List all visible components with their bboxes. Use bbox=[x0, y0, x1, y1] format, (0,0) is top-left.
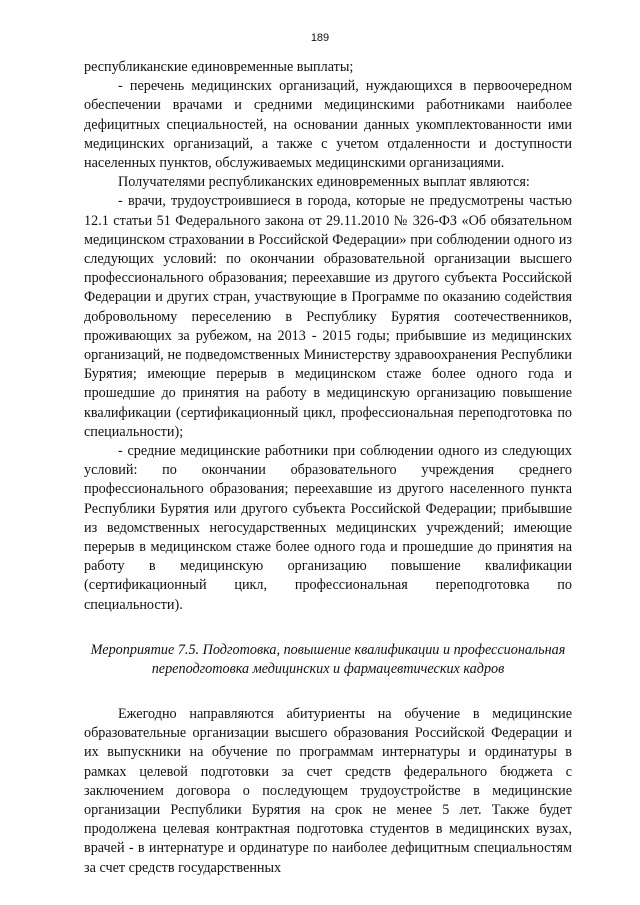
page-number: 189 bbox=[310, 32, 330, 44]
paragraph: - врачи, трудоустроившиеся в города, которые не предусмотрены частью 12.1 статьи 51 Федерального закона от 29.11.2010 № 326-ФЗ «Об обязательном медицинском страховании в Российской Федерации» при соблюдении одного из следующих условий: по окончании образовательной организации высшего профессионального образования; переехавшие из другого субъекта Российской Федерации и других стран, участвующие в Программе по оказанию содействия добровольному переселению в Республику Бурятия соотечественников, проживающих за рубежом, на 2013 - 2015 годы; прибывшие из медицинских организаций, не подведомственных Министерству здравоохранения Республики Бурятия; имеющие перерыв в медицинском стаже более одного года и прошедшие до принятия на работу в медицинскую организацию повышение квалификации (сертификационный цикл, профессиональная переподготовка по специальности); bbox=[84, 193, 572, 440]
paragraph: Ежегодно направляются абитуриенты на обучение в медицинские образовательные организации высшего образования Российской Федерации и их выпускники на обучение по программам интернатуры и ординатуры в рамках целевой подготовки за счет средств федерального бюджета с заключением договора о последующем трудоустройстве в медицинские организации Республики Бурятия на срок не менее 5 лет. Также будет продолжена целевая контрактная подготовка студентов в медицинских вузах, врачей - в интернатуре и ординатуре по наиболее дефицитным специальностям за счет средств государственных bbox=[84, 705, 572, 876]
paragraph: - перечень медицинских организаций, нуждающихся в первоочередном обеспечении врачами и средними медицинскими работниками наиболее дефицитных специальностей, на основании данных укомплектованности ими медицинских организаций, а также с учетом отдаленности и доступности населенных пунктов, обслуживаемых медицинскими организациями. bbox=[84, 78, 572, 172]
document-body bbox=[84, 58, 572, 878]
paragraph: - средние медицинские работники при соблюдении одного из следующих условий: по окончании образовательного учреждения среднего профессионального образования; переехавшие из другого населенного пункта Республики Бурятия или другого субъекта Российской Федерации; прибывшие из ведомственных негосударственных медицинских учреждений; имеющие перерыв в медицинском стаже более одного года и прошедшие до принятия на работу в медицинскую организацию повышение квалификации (сертификационный цикл, профессиональная переподготовка по специальности). bbox=[84, 443, 572, 613]
paragraph: республиканские единовременные выплаты; bbox=[84, 59, 354, 75]
paragraph: Получателями республиканских единовременных выплат являются: bbox=[118, 174, 530, 191]
section-heading: Мероприятие 7.5. Подготовка, повышение квалификации и профессиональная переподготовка медицинских и фармацевтических кадров bbox=[90, 641, 566, 677]
